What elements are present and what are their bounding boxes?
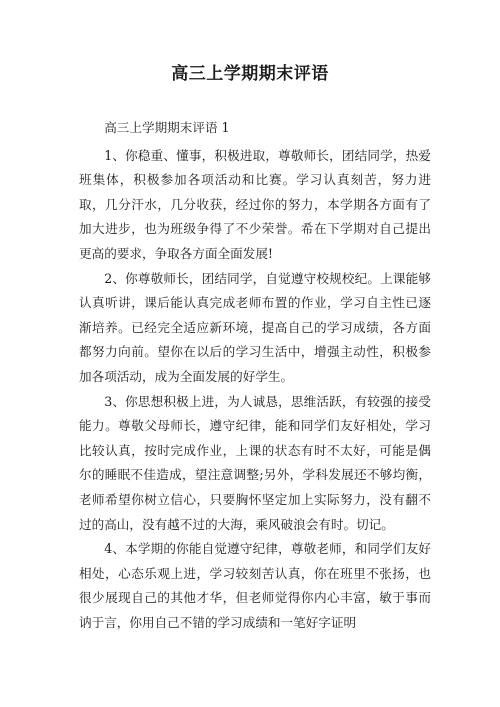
document-title: 高三上学期期末评语 [171,64,329,84]
paragraph-4: 4、本学期的你能自觉遵守纪律，尊敬老师，和同学们友好相处，心态乐观上进，学习较刻苦认真，你在班里不张扬，也很少展现自己的其他才华，但老师觉得你内心丰富，敏于事而讷于言，你用自己不错的学习成绩和一笔好字证明 [79,541,431,630]
paragraph-1: 1、你稳重、懂事，积极进取，尊敬师长，团结同学，热爱班集体，积极参加各项活动和比赛。学习认真刻苦，努力进取，几分汗水，几分收获，经过你的努力，本学期各方面有了加大进步，也为班级争得了不少荣誉。希在下学期对自己提出更高的要求，争取各方面全面发展! [79,147,431,261]
paragraph-3: 3、你思想积极上进，为人诚恳，思维活跃，有较强的接受能力。尊敬父母师长，遵守纪律，能和同学们友好相处，学习比较认真，按时完成作业，上课的状态有时不太好，可能是偶尔的睡眠不佳造成，望注意调整;另外，学科发展还不够均衡，老师希望你树立信心，只要胸怀坚定加上实际努力，没有翻不过的高山，没有越不过的大海，乘风破浪会有时。切记。 [79,393,431,532]
section-subtitle: 高三上学期期末评语 1 [104,120,230,135]
paragraph-2: 2、你尊敬师长，团结同学，自觉遵守校规校纪。上课能够认真听讲，课后能认真完成老师布置的作业，学习自主性已逐渐培养。已经完全适应新环境，提高自己的学习成绩，各方面都努力向前。望你在以后的学习生活中，增强主动性，积极参加各项活动，成为全面发展的好学生。 [79,270,431,384]
document-body [79,116,431,635]
